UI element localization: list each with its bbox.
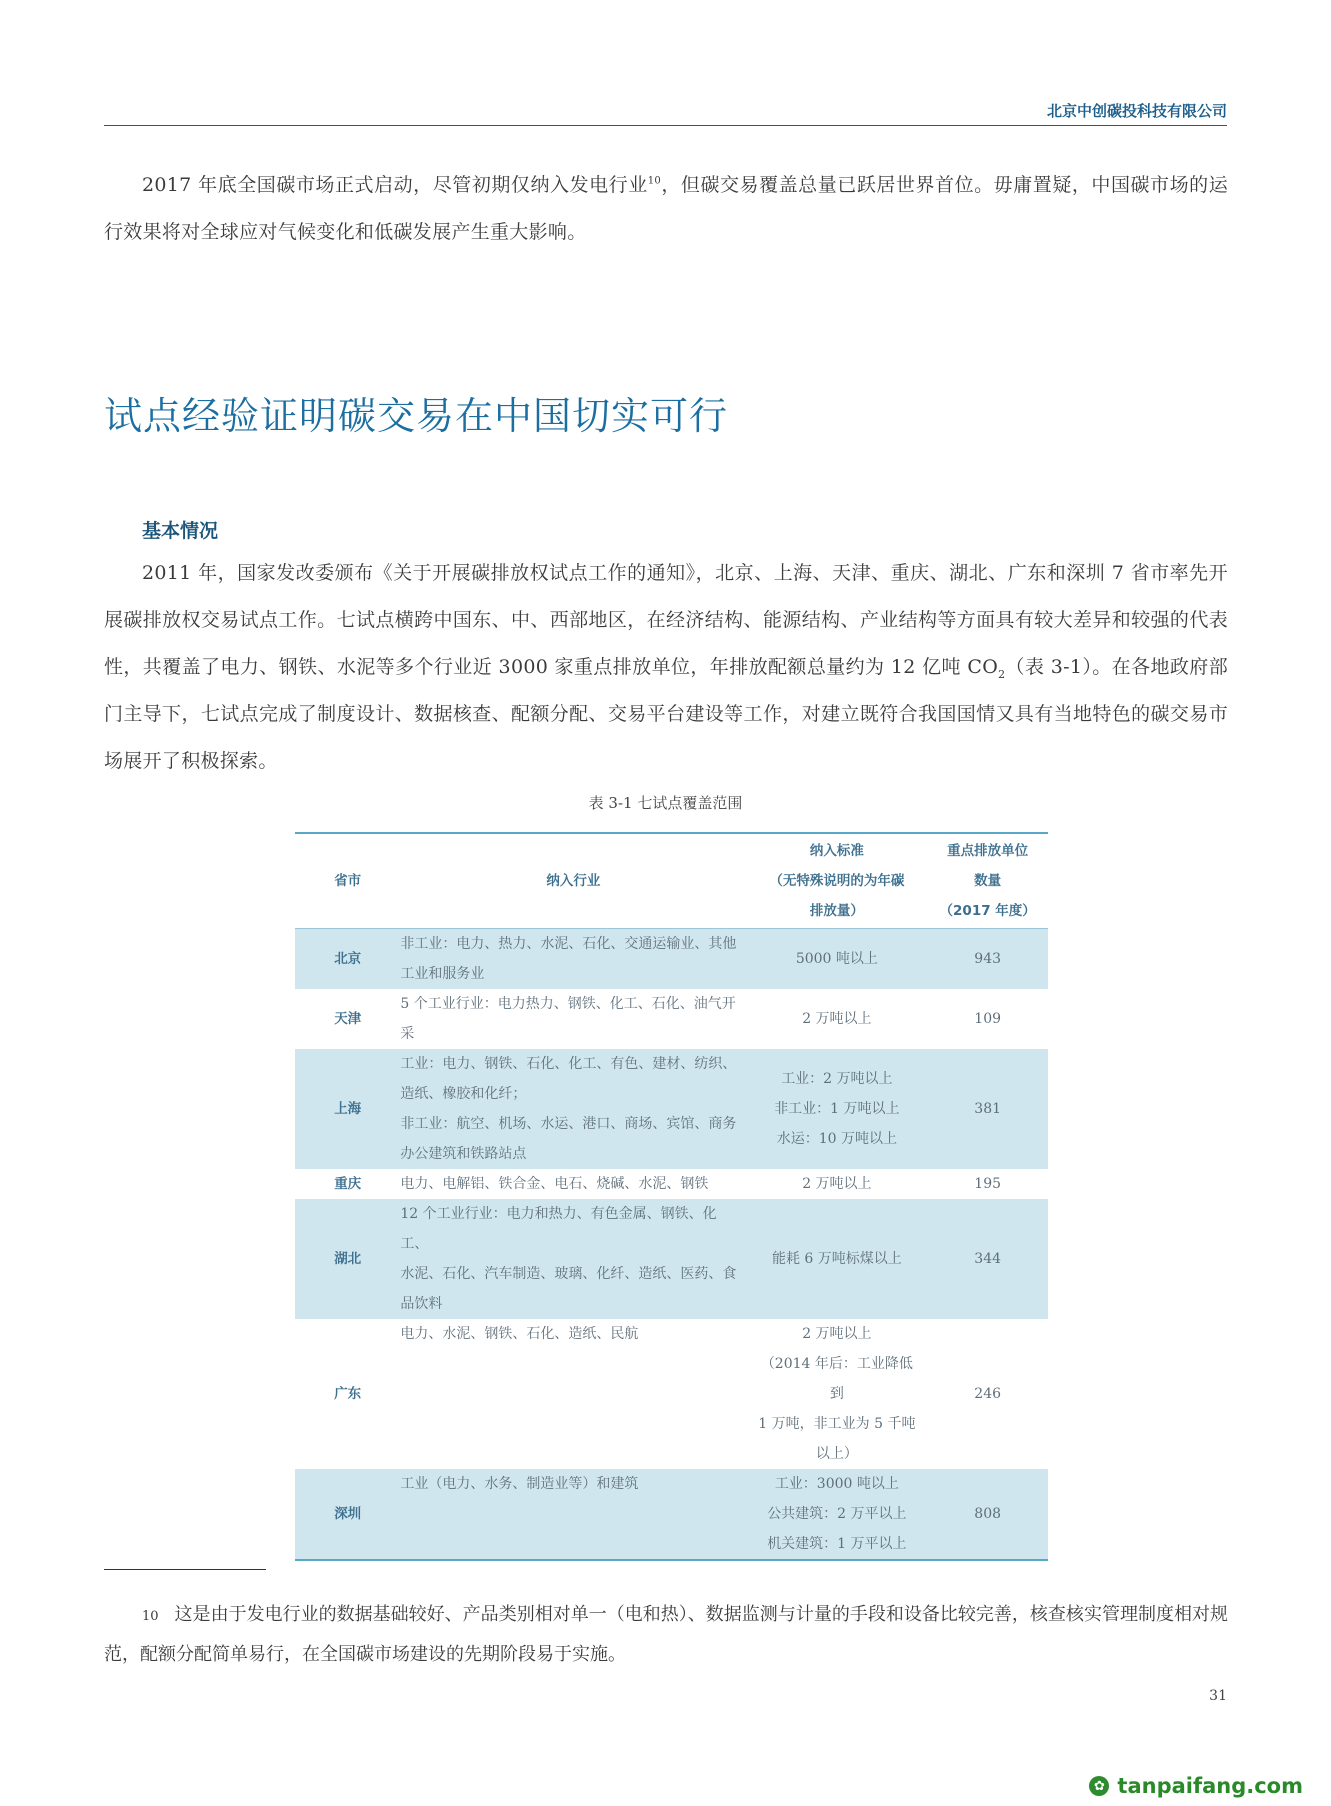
intro-paragraph: 2017 年底全国碳市场正式启动，尽管初期仅纳入发电行业$^{10}$，但碳交易覆盖总量已跃居世界首位。毋庸置疑，中国碳市场的运行效果将对全球应对气候变化和低碳发展产生重大影响。 xyxy=(104,174,1229,243)
table-row xyxy=(295,1199,1048,1319)
footnote-text: 这是由于发电行业的数据基础较好、产品类别相对单一（电和热）、数据监测与计量的手段和设备比较完善，核查核实管理制度相对规范，配额分配简单易行，在全国碳市场建设的先期阶段易于实施。 xyxy=(104,1604,1228,1665)
cell-industry: 电力、电解铝、铁合金、电石、烧碱、水泥、钢铁 xyxy=(400,1176,709,1192)
cell-count: 381 xyxy=(927,1049,1048,1169)
cell-industry: 非工业：电力、热力、水泥、石化、交通运输业、其他 工业和服务业 xyxy=(400,929,746,990)
header-city: 省市 xyxy=(295,833,400,929)
table-row xyxy=(295,1319,1048,1469)
table-row xyxy=(295,1169,1048,1199)
cell-city: 天津 xyxy=(334,1011,362,1027)
cell-criteria: 2 万吨以上 （2014 年后：工业降低到 1 万吨，非工业为 5 千吨 以上） xyxy=(758,1326,916,1462)
header-company-name: 北京中创碳投科技有限公司 xyxy=(1046,102,1227,120)
cell-count: 246 xyxy=(974,1386,1002,1402)
cell-industry: 工业（电力、水务、制造业等）和建筑 xyxy=(400,1469,746,1560)
cell-city: 重庆 xyxy=(334,1176,362,1192)
cell-criteria: 能耗 6 万吨标煤以上 xyxy=(746,1199,927,1319)
cell-city: 深圳 xyxy=(295,1469,400,1560)
table-row xyxy=(295,989,1048,1049)
cell-criteria: 工业：2 万吨以上 非工业：1 万吨以上 水运：10 万吨以上 xyxy=(746,1049,927,1169)
page-number: 31 xyxy=(1209,1688,1227,1704)
cell-criteria: 工业：3000 吨以上 公共建筑：2 万平以上 机关建筑：1 万平以上 xyxy=(746,1469,927,1560)
cell-count: 195 xyxy=(974,1176,1002,1192)
cell-criteria: 2 万吨以上 xyxy=(802,1011,872,1027)
footnote-number: 10 xyxy=(142,1609,159,1624)
watermark-text: tanpaifang.com xyxy=(1117,1774,1303,1798)
header-divider xyxy=(104,125,1227,126)
cell-city: 广东 xyxy=(334,1386,362,1402)
cell-count: 943 xyxy=(927,929,1048,990)
leaf-logo-icon: ✿ xyxy=(1089,1776,1109,1796)
body-paragraph: 2011 年，国家发改委颁布《关于开展碳排放权试点工作的通知》，北京、上海、天津、重庆、湖北、广东和深圳 7 省市率先开展碳排放权交易试点工作。七试点横跨中国东、中、西部地区，在经济结构、能源结构、产业结构等方面具有较大差异和较强的代表性，共覆盖了电力、钢铁、水泥等多个行业近 3000 家重点排放单位，年排放配额总量约为 12 亿吨 $CO_2$（表 3-1）。在各地政府部门主导下，七试点完成了制度设计、数据核查、配额分配、交易平台建设等工作，对建立既符合我国国情又具有当地特色的碳交易市场展开了积极探索。 xyxy=(104,562,1228,772)
table-row xyxy=(295,1049,1048,1169)
cell-count: 109 xyxy=(974,1011,1002,1027)
cell-count: 808 xyxy=(927,1469,1048,1560)
watermark[interactable] xyxy=(1089,1772,1303,1800)
table-header-row xyxy=(295,833,1048,929)
subsection-title: 基本情况 xyxy=(142,520,219,542)
header-industry: 纳入行业 xyxy=(400,833,746,929)
footnote xyxy=(104,1596,1228,1674)
cell-industry: 12 个工业行业：电力和热力、有色金属、钢铁、化工、 水泥、石化、汽车制造、玻璃、化纤、造纸、医药、食 品饮料 xyxy=(400,1199,746,1319)
cell-industry: 5 个工业行业：电力热力、钢铁、化工、石化、油气开 采 xyxy=(400,996,736,1042)
section-title: 试点经验证明碳交易在中国切实可行 xyxy=(104,394,729,438)
cell-criteria: 5000 吨以上 xyxy=(746,929,927,990)
cell-industry: 电力、水泥、钢铁、石化、造纸、民航 xyxy=(400,1326,639,1342)
footnote-ref[interactable]: 10 xyxy=(647,175,662,187)
table-caption: 表 3-1 七试点覆盖范围 xyxy=(588,794,743,812)
cell-criteria: 2 万吨以上 xyxy=(802,1176,872,1192)
cell-industry: 工业：电力、钢铁、石化、化工、有色、建材、纺织、 造纸、橡胶和化纤； 非工业：航空、机场、水运、港口、商场、宾馆、商务 办公建筑和铁路站点 xyxy=(400,1049,746,1169)
footnote-divider xyxy=(104,1569,266,1570)
pilot-coverage-table xyxy=(295,832,1048,1561)
cell-city: 上海 xyxy=(295,1049,400,1169)
cell-city: 湖北 xyxy=(295,1199,400,1319)
table-row xyxy=(295,1469,1048,1560)
cell-count: 344 xyxy=(927,1199,1048,1319)
header-criteria: 纳入标准 （无特殊说明的为年碳 排放量） xyxy=(746,833,927,929)
cell-city: 北京 xyxy=(295,929,400,990)
header-count: 重点排放单位 数量 （2017 年度） xyxy=(927,833,1048,929)
table-row xyxy=(295,929,1048,990)
